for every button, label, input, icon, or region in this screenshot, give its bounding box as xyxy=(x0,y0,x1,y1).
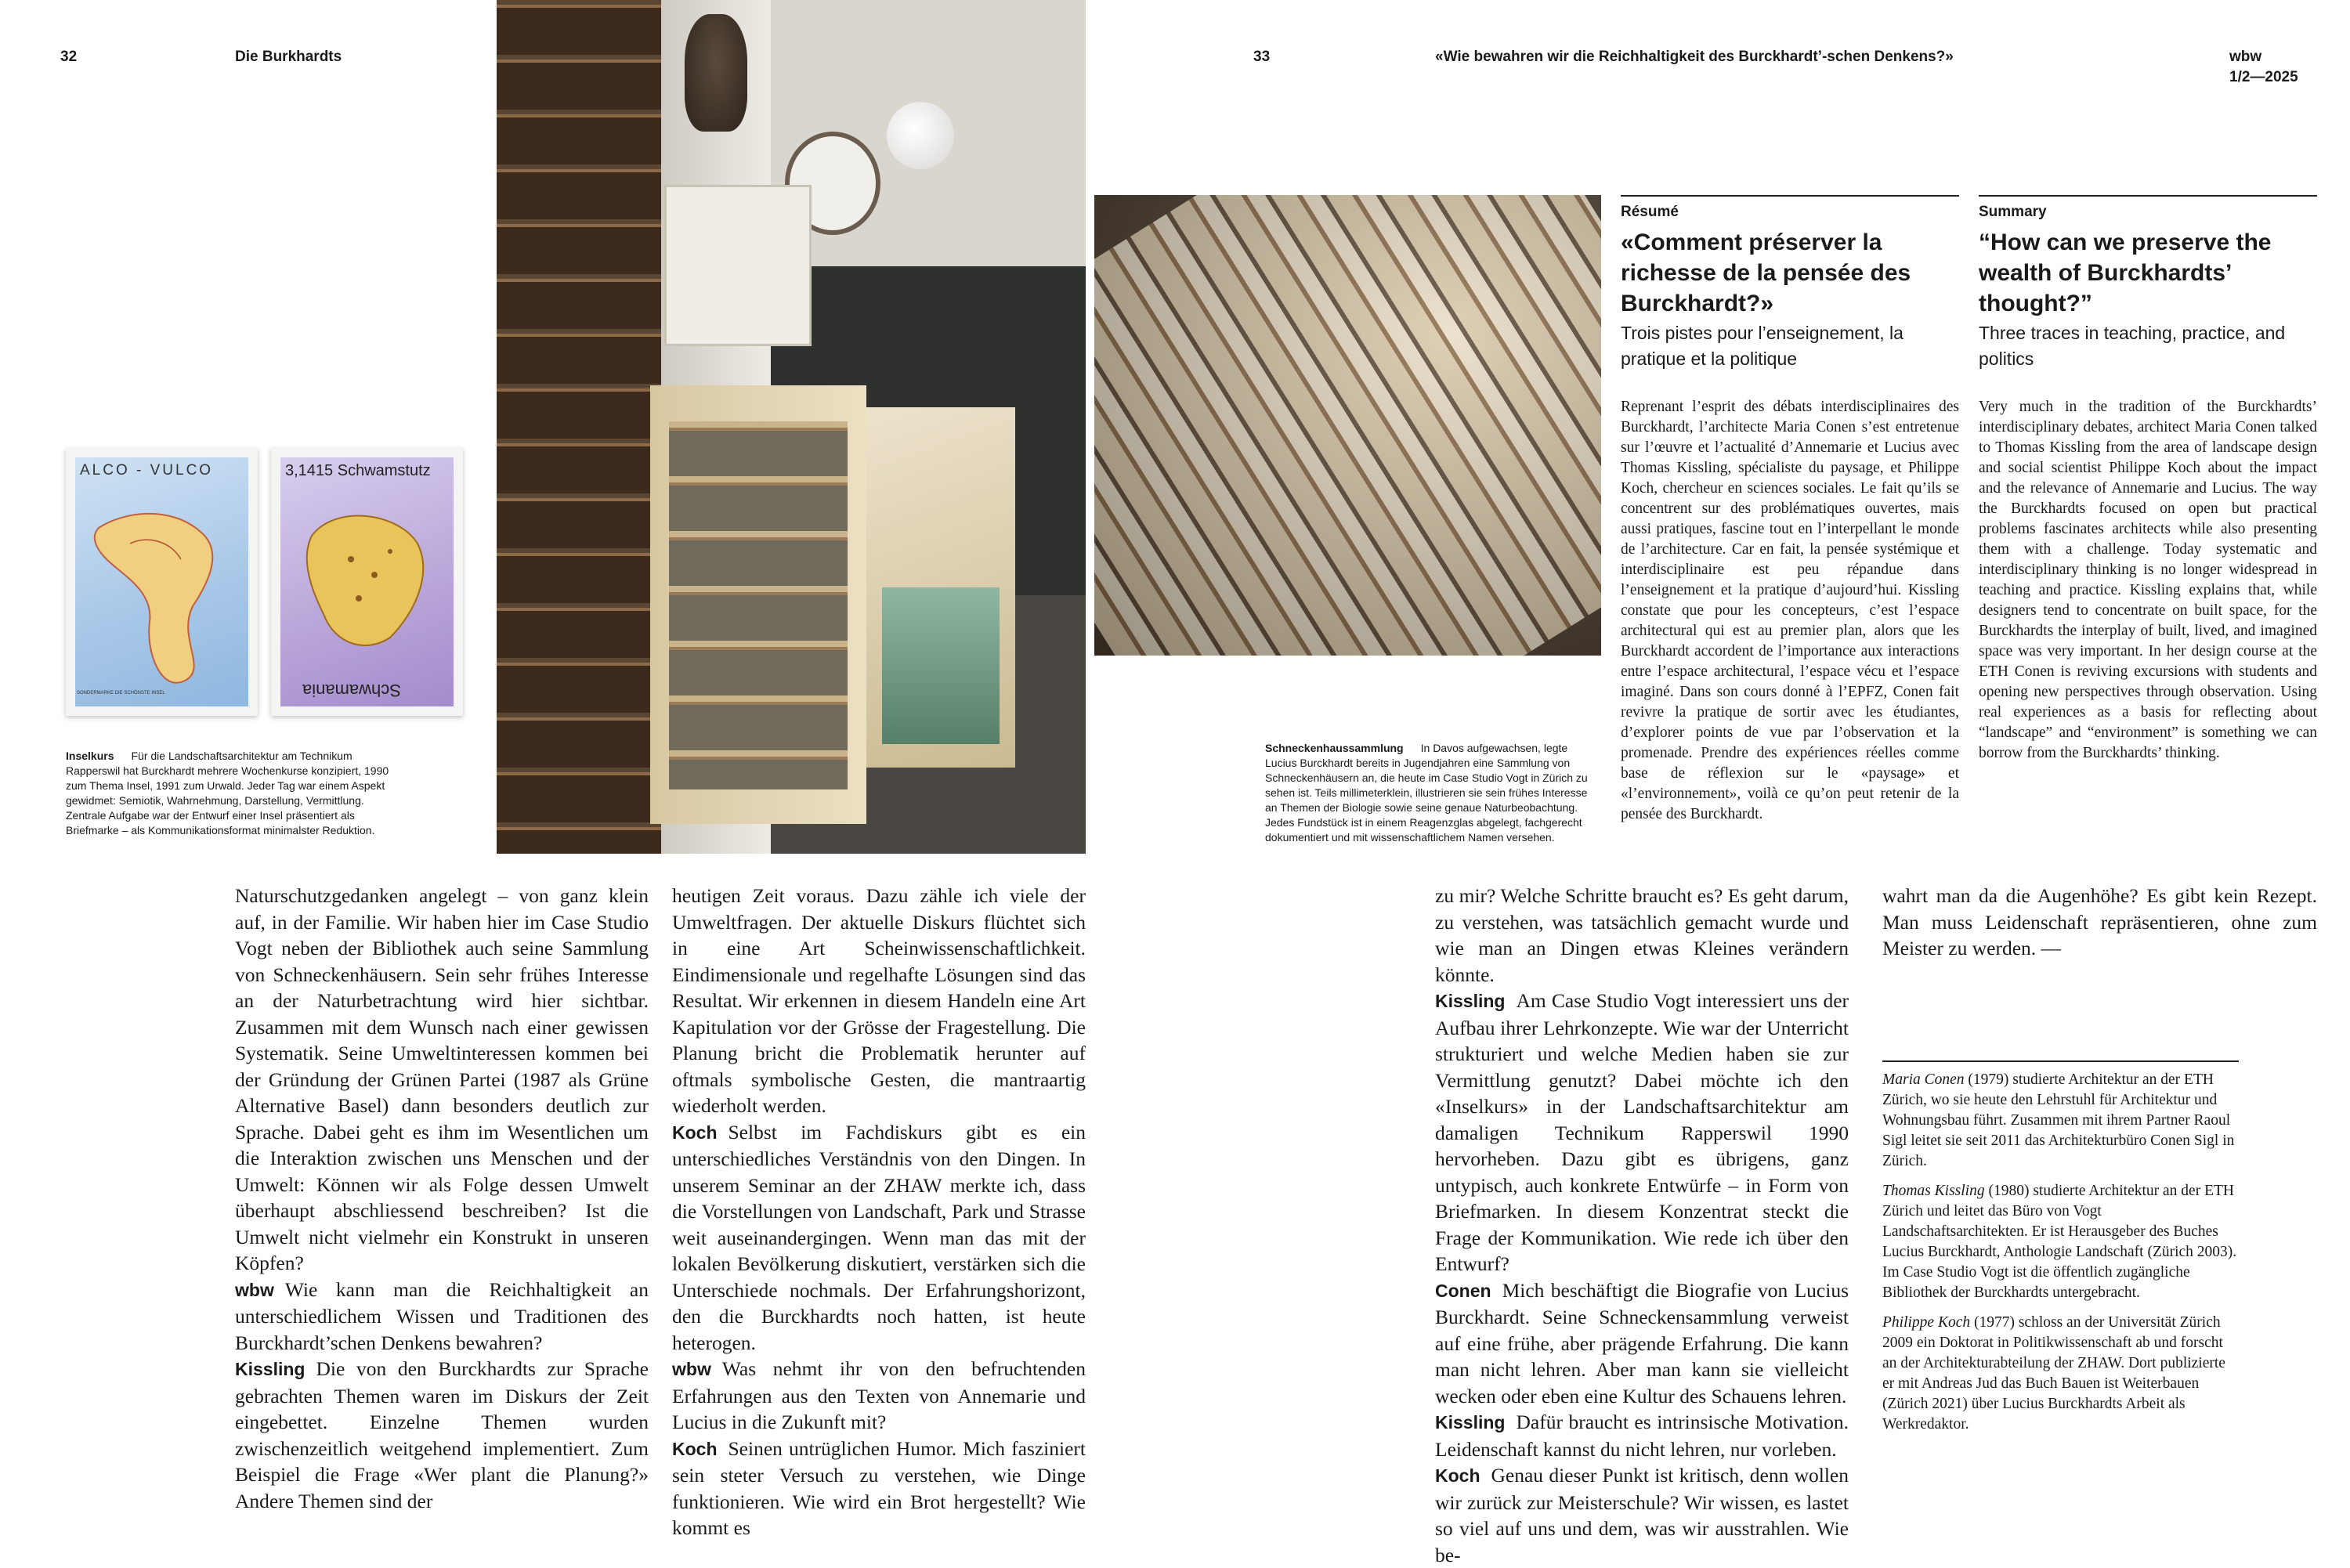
bio-block xyxy=(1882,1070,2239,1444)
running-title: «Wie bewahren wir die Reichhaltigkeit des Burckhardt’-schen Denkens?» xyxy=(1435,49,1954,65)
sponge-drawing-icon xyxy=(280,457,454,706)
speaker-label: Kissling xyxy=(1435,991,1506,1011)
resume-label: Résumé xyxy=(1621,204,1679,220)
library-photo xyxy=(497,0,1086,854)
summary-label: Summary xyxy=(1979,204,2047,220)
speaker-label: Koch xyxy=(672,1122,718,1143)
speaker-label: Conen xyxy=(1435,1280,1491,1301)
speaker-label: wbw xyxy=(672,1359,711,1379)
body-column-2: heutigen Zeit voraus. Dazu zähle ich viele der Umweltfragen. Der aktuelle Diskurs flüchtet sich in eine Art Scheinwissenschaftlichkeit. Eindimensionale und regelhafte Lösungen sind das Resultat. Wir erkennen in diesem Handeln eine Art Kapitulation vor der Grösse der Fragestellung. Die Planung bricht die Problematik herunter auf oftmals symbolische Gesten, die mantraartig wiederholt werden. Koch Selbst im Fachdiskurs gibt es ein unterschiedliches Verständnis von den Dingen. In unserem Seminar an der ZHAW merkte ich, dass die Vorstellungen von Landschaft, Park und Strasse weit auseinandergingen. Wenn man das mit der lokalen Bevölkerung diskutiert, verstärken sich die Unterschiede nochmals. Der Erfahrungshorizont, den die Burckhardts noch hatten, ist heute heterogen. wbw Was nehmt ihr von den befruchtenden Erfahrungen aus den Texten von Annemarie und Lucius in die Zukunft mit? Koch Seinen untrüglichen Humor. Mich fasziniert sein steter Versuch zu verstehen, wie Dinge funktionieren. Wie wird ein Brot hergestellt? Wie kommt es xyxy=(672,884,1086,1539)
summary-subtitle: Three traces in teaching, practice, and politics xyxy=(1979,323,2286,369)
summary-title: “How can we preserve the wealth of Burckhardts’ thought?” xyxy=(1979,229,2272,316)
summary-rule xyxy=(1979,195,2317,197)
speaker-label: Kissling xyxy=(1435,1412,1506,1433)
body-column-4: wahrt man da die Augenhöhe? Es gibt kein Rezept. Man muss Leidenschaft repräsentieren, ohne zum Meister zu werden. — xyxy=(1882,884,2317,959)
caption-stamps-text: Für die Landschaftsarchitektur am Technikum Rapperswil hat Burckhardt mehrere Wochenkurse konzipiert, 1990 zum Thema Insel, 1991 zum Urwald. Jeder Tag war einem Aspekt gewidmet: Semiotik, Wahrnehmung, Darstellung, Vermittlung. Zentrale Aufgabe war der Entwurf einer Insel präsentiert als Briefmarke – als Kommunikationsformat minimalster Reduktion. xyxy=(66,750,389,836)
caption-snails xyxy=(1265,741,1597,845)
resume-block xyxy=(1621,204,1959,825)
stamp-bottom-text: SONDERMARKE DIE SCHÖNSTE INSEL xyxy=(77,691,165,695)
island-drawing-icon xyxy=(75,457,248,706)
resume-subtitle: Trois pistes pour l’enseignement, la pratique et la politique xyxy=(1621,323,1904,369)
bio-kissling: Thomas Kissling (1980) studierte Architektur an der ETH Zürich und leitet das Büro von Vogt Landschaftsarchitekten. Er ist Herausgeber des Buches Lucius Burckhardt, Anthologie Landschaft (Zürich 2003). Im Case Studio Vogt ist die öffentlich zugängliche Bibliothek der Burckhardts untergebracht. xyxy=(1882,1183,2237,1301)
resume-rule xyxy=(1621,195,1959,197)
framed-drawing xyxy=(664,185,812,346)
right-page-number: 33 xyxy=(1253,49,1271,65)
stamp-top-text: ALCO - VULCO xyxy=(80,462,214,479)
bird-specimen-icon xyxy=(685,14,747,132)
left-page-number: 32 xyxy=(60,49,78,65)
specimen-cabinet xyxy=(650,385,866,824)
stamp-art xyxy=(280,457,454,706)
section-title: Die Burkhardts xyxy=(235,49,342,65)
summary-block xyxy=(1979,204,2317,764)
resume-body: Reprenant l’esprit des débats interdisciplinaires des Burckhardt, l’architecte Maria Conen s’est entretenue sur l’œuvre et l’actualité d’Annemarie et Lucius avec Thomas Kissling, spécialiste du paysage, et Philippe Koch, chercheur en sciences sociales. Le fait qu’ils se concentrent sur des problématiques ouvertes, mais aussi pratiques, fascine tout en l’interpellant le monde de l’architecture. Car en fait, la pensée systémique et interdisciplinaire est peu répandue dans l’enseignement et la pratique d’aujourd’hui. Kissling constate que pour les concepteurs, c’est l’espace architectural qui est au premier plan, alors que les Burckhardt accordent de l’importance aux interactions entre l’espace architectural, l’espace vécu et l’espace imaginé. Dans son cours donné à l’EPFZ, Conen fait revivre la pratique de sortir avec les étudiantes, d’explorer points de vue par l’observation et la promenade. Prendre des expériences réelles comme base de réflexion sur le «paysage» et «l’environnement», voilà ce qu’on peut retenir de la pensée des Burckhardt. xyxy=(1621,399,1959,822)
stamp-value-text: Schwamania xyxy=(302,681,401,700)
landscape-picture xyxy=(882,587,1000,744)
stamp-top-text: 3,1415 Schwamstutz xyxy=(285,462,431,479)
caption-stamps-title: Inselkurs xyxy=(66,750,114,762)
summary-body: Very much in the tradition of the Burckhardts’ interdisciplinary debates, architect Maria Conen talked to Thomas Kissling from the area of landscape design and social scientist Philippe Koch about the impact and the relevance of Annemarie and Lucius. The way the Burckhardts focused on open but practical problems fascinates architects while also presenting them with a challenge. Today systematic and interdisciplinary thinking is no longer widespread in teaching and practice. Kissling explains that, while designers tend to concentrate on built space, for the Burckhardts the interplay of built, lived, and imagined space was very important. In her design course at the ETH Conen is reviving excursions with students and opening new perspectives through observation. Using real experiences as a basis for reflecting about “landscape” and “environment” is something we can borrow from the Burckhardts’ thinking. xyxy=(1979,399,2317,761)
speaker-label: Koch xyxy=(1435,1465,1480,1486)
caption-snails-text: In Davos aufgewachsen, legte Lucius Burckhardt bereits in Jugendjahren eine Sammlung von Schneckenhäusern an, die heute im Case Studio Vogt in Zürich zu sehen ist. Teils millimeterklein, illustrieren sie sein frühes Interesse an Themen der Biologie sowie seine genaue Naturbeobachtung. Jedes Fundstück ist in einem Reagenzglas abgelegt, fachgerecht dokumentiert und mit wissenschaftlichem Namen versehen. xyxy=(1265,742,1588,844)
bio-koch: Philippe Koch (1977) schloss an der Universität Zürich 2009 ein Doktorat in Politikwissenschaft ab und forscht an der Architekturabteilung der ZHAW. Dort publizierte er mit Andreas Jud das Buch Bauen ist Weiterbauen (Zürich 2021) über Lucius Burckhardts Arbeit als Werkredaktor. xyxy=(1882,1314,2225,1433)
stamp-alco-vulco xyxy=(66,448,258,716)
magazine-name: wbw xyxy=(2229,49,2262,65)
snail-collection-photo xyxy=(1094,195,1601,656)
bio-rule xyxy=(1882,1060,2239,1062)
caption-stamps xyxy=(66,749,395,838)
speaker-label: Kissling xyxy=(235,1359,306,1379)
pendant-lamp-icon xyxy=(887,102,954,169)
stamp-schwamstutz xyxy=(271,448,463,716)
speaker-label: Koch xyxy=(672,1438,718,1459)
speaker-label: wbw xyxy=(235,1279,274,1300)
stamp-art xyxy=(75,457,248,706)
bookshelf xyxy=(497,0,661,854)
cabinet-door xyxy=(866,407,1015,768)
body-column-3: zu mir? Welche Schritte braucht es? Es geht darum, zu verstehen, was tatsächlich gemacht wurde und wie man an Dingen etwas Kleines verändern könnte. Kissling Am Case Studio Vogt interessiert uns der Aufbau ihrer Lehrkonzepte. Wie war der Unterricht strukturiert und welche Medien haben sie zur Vermittlung genutzt? Dabei möchte ich den «Inselkurs» in der Landschaftsarchitektur am damaligen Technikum Rapperswil 1990 hervorheben. Dazu gibt es übrigens, ganz untypisch, auch konkrete Entwürfe – in Form von Briefmarken. In diesem Konzentrat steckt die Frage der Kommunikation. Wie rede ich über den Entwurf? Conen Mich beschäftigt die Biografie von Lucius Burckhardt. Seine Schneckensammlung verweist auf eine frühe, aber prägende Erfahrung. Die kann man nicht lehren. Aber man kann sie vielleicht wecken oder eben eine Kultur des Schauens lehren. Kissling Dafür braucht es intrinsische Motivation. Leidenschaft kannst du nicht lehren, nur vorleben. Koch Genau dieser Punkt ist kritisch, denn wollen wir zurück zur Meisterschule? Wir wissen, es lastet so viel auf uns und dem, was wir ausstrahlen. Wie be- xyxy=(1435,884,1849,1566)
resume-title: «Comment préserver la richesse de la pensée des Burckhardt?» xyxy=(1621,229,1911,316)
caption-snails-title: Schneckenhaussammlung xyxy=(1265,742,1404,754)
cabinet-drawers xyxy=(669,421,848,789)
bio-conen: Maria Conen (1979) studierte Architektur an der ETH Zürich, wo sie heute den Lehrstuhl für Architektur und Wohnungsbau führt. Zusammen mit ihrem Partner Raoul Sigl leitet sie seit 2011 das Architekturbüro Conen Sigl in Zürich. xyxy=(1882,1071,2235,1169)
body-column-1: Naturschutzgedanken angelegt – von ganz klein auf, in der Familie. Wir haben hier im Case Studio Vogt neben der Bibliothek auch seine Sammlung von Schneckenhäusern. Sein sehr frühes Interesse an der Naturbetrachtung wird hier sichtbar. Zusammen mit dem Wunsch nach einer gewissen Systematik. Seine Umweltinteressen kommen bei der Gründung der Grünen Partei (1987 als Grüne Alternative Basel) dann besonders deutlich zur Sprache. Dabei geht es ihm im Wesentlichen um die Interaktion zwischen uns Menschen und der Umwelt: Können wir als Folge dessen Umwelt überhaupt abschliessend beschreiben? Ist die Umwelt nicht vielmehr ein Konstrukt in unseren Köpfen? wbw Wie kann man die Reichhaltigkeit an unterschiedlichem Wissen und Traditionen des Burckhardt’schen Denkens bewahren? Kissling Die von den Burckhardts zur Sprache gebrachten Themen waren im Diskurs der Zeit eingebettet. Einzelne Themen wurden zwischenzeitlich weitgehend implementiert. Zum Beispiel die Frage «Wer plant die Planung?» Andere Themen sind der xyxy=(235,884,649,1512)
issue-number: 1/2—2025 xyxy=(2229,69,2298,85)
